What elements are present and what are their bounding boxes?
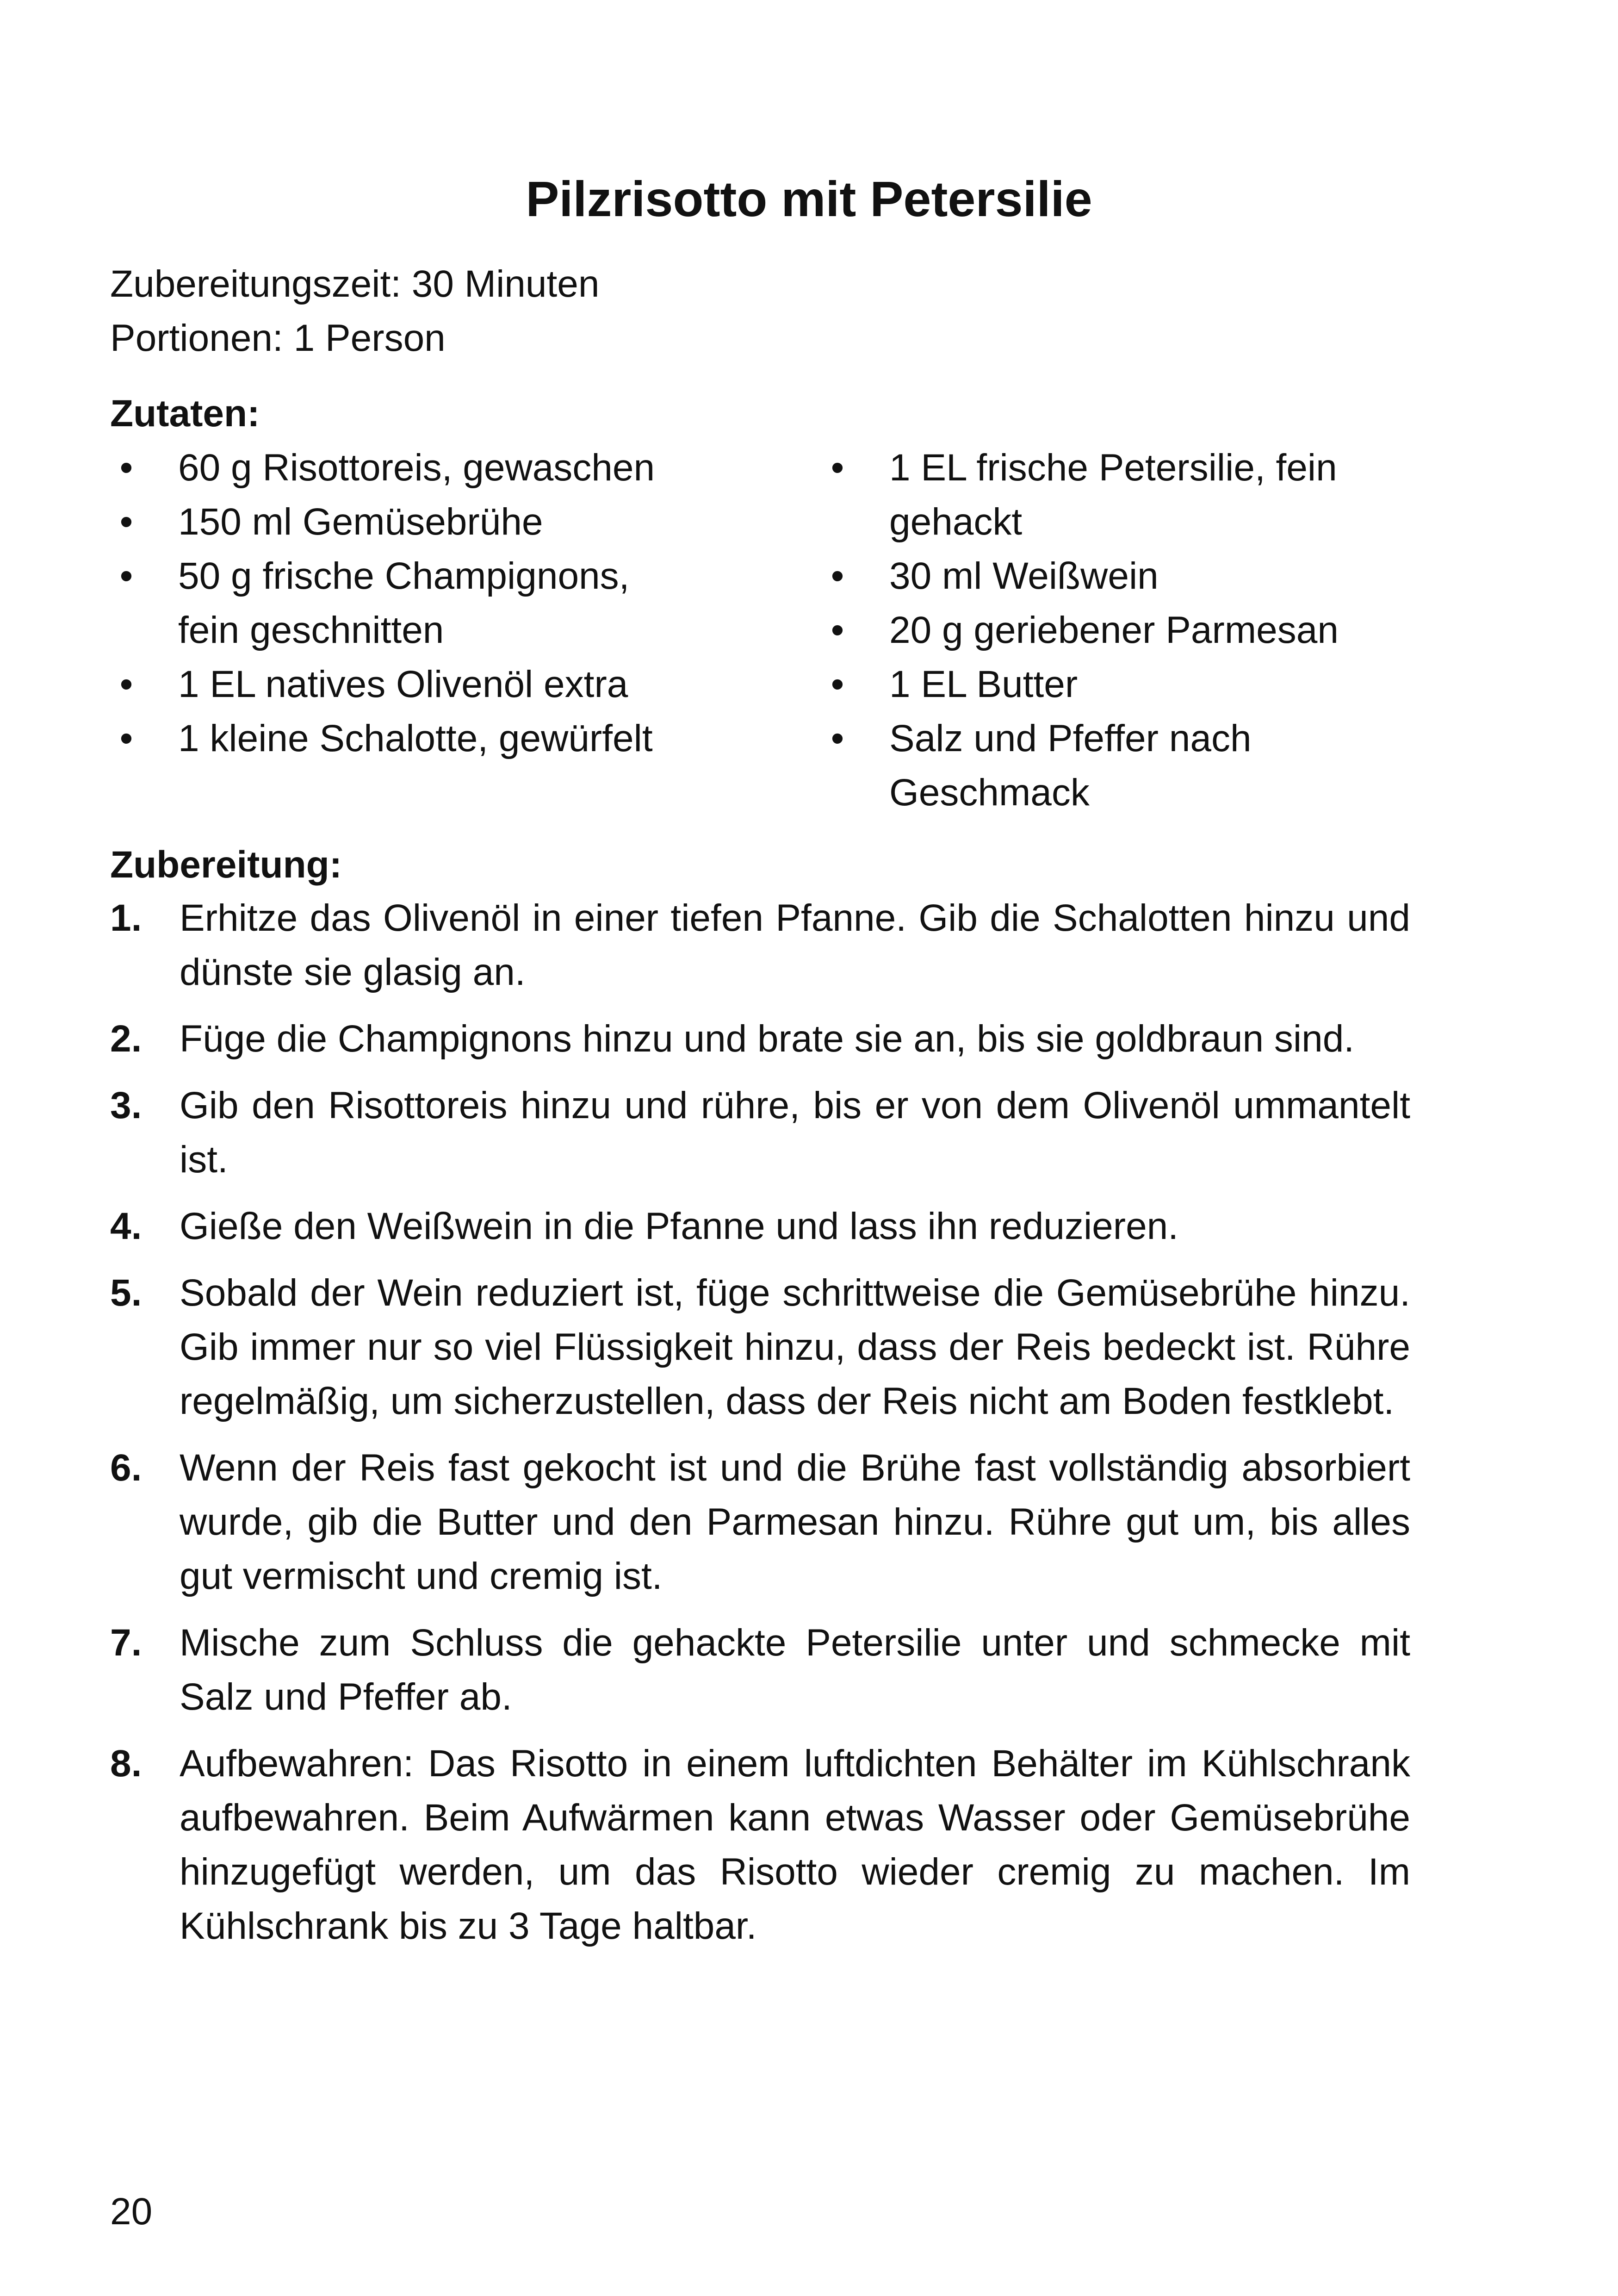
ingredient-item: • 1 EL Butter: [821, 657, 1423, 711]
ingredient-item: • 1 EL frische Petersilie, fein gehackt: [821, 441, 1352, 549]
step-number: 8.: [110, 1742, 142, 1785]
bullet-icon: •: [119, 501, 133, 543]
ingredients-list-right: [821, 441, 1423, 820]
ingredient-item: • 30 ml Weißwein: [821, 549, 1423, 603]
step-number: 3.: [110, 1084, 142, 1126]
step-text: Sobald der Wein reduziert ist, füge schrittweise die Gemüsebrühe hinzu. Gib immer nur so viel Flüssigkeit hinzu, dass der Reis bedeckt ist. Rühre regelmäßig, um sicherzustellen, dass der Reis nicht am Boden festklebt.: [180, 1272, 1410, 1422]
step-item: [110, 891, 1410, 999]
ingredient-item: • 1 EL natives Olivenöl extra: [110, 657, 813, 711]
step-item: [110, 1266, 1410, 1428]
step-item: [110, 1078, 1410, 1187]
ingredient-item: • Salz und Pfeffer nach Geschmack: [821, 711, 1357, 820]
ingredients-heading: Zutaten:: [110, 392, 260, 435]
prep-time: Zubereitungszeit: 30 Minuten: [110, 263, 600, 305]
preparation-steps: [110, 891, 1410, 1966]
ingredients-list-left: [110, 441, 813, 765]
step-item: [110, 1616, 1410, 1724]
bullet-icon: •: [119, 447, 133, 489]
step-item: [110, 1012, 1410, 1066]
bullet-icon: •: [831, 717, 844, 759]
bullet-icon: •: [831, 609, 844, 651]
step-text: Gieße den Weißwein in die Pfanne und lass ihn reduzieren.: [180, 1205, 1179, 1247]
step-number: 4.: [110, 1205, 142, 1247]
step-text: Füge die Champignons hinzu und brate sie an, bis sie goldbraun sind.: [180, 1018, 1355, 1060]
step-item: [110, 1441, 1410, 1603]
page-title: Pilzrisotto mit Petersilie: [526, 171, 1092, 227]
bullet-icon: •: [831, 555, 844, 597]
step-number: 7.: [110, 1622, 142, 1664]
step-text: Gib den Risottoreis hinzu und rühre, bis er von dem Olivenöl ummantelt ist.: [180, 1084, 1410, 1181]
step-text: Wenn der Reis fast gekocht ist und die Brühe fast vollständig absorbiert wurde, gib die Butter und den Parmesan hinzu. Rühre gut um, bis alles gut vermischt und cremig ist.: [180, 1447, 1410, 1597]
step-text: Aufbewahren: Das Risotto in einem luftdichten Behälter im Kühlschrank aufbewahren. Beim Aufwärmen kann etwas Wasser oder Gemüsebrühe hinzugefügt werden, um das Risotto wieder cremig zu machen. Im Kühlschrank bis zu 3 Tage haltbar.: [180, 1742, 1410, 1947]
page-number: 20: [110, 2190, 153, 2233]
preparation-heading: Zubereitung:: [110, 844, 342, 886]
step-number: 2.: [110, 1018, 142, 1060]
step-number: 1.: [110, 897, 142, 939]
ingredient-item: • 150 ml Gemüsebrühe: [110, 495, 813, 549]
step-text: Mische zum Schluss die gehackte Petersilie unter und schmecke mit Salz und Pfeffer ab.: [180, 1622, 1410, 1718]
ingredient-item: • 1 kleine Schalotte, gewürfelt: [110, 711, 813, 765]
step-text: Erhitze das Olivenöl in einer tiefen Pfanne. Gib die Schalotten hinzu und dünste sie glasig an.: [180, 897, 1410, 993]
step-number: 5.: [110, 1272, 142, 1314]
bullet-icon: •: [831, 663, 844, 705]
step-item: [110, 1736, 1410, 1953]
step-item: [110, 1199, 1410, 1253]
recipe-meta: [110, 257, 600, 365]
ingredient-item: • 60 g Risottoreis, gewaschen: [110, 441, 813, 495]
step-number: 6.: [110, 1447, 142, 1489]
bullet-icon: •: [119, 717, 133, 759]
servings: Portionen: 1 Person: [110, 317, 446, 359]
ingredient-item: • 20 g geriebener Parmesan: [821, 603, 1423, 657]
ingredient-item: • 50 g frische Champignons, fein geschnitten: [110, 549, 678, 657]
bullet-icon: •: [119, 555, 133, 597]
bullet-icon: •: [831, 447, 844, 489]
bullet-icon: •: [119, 663, 133, 705]
